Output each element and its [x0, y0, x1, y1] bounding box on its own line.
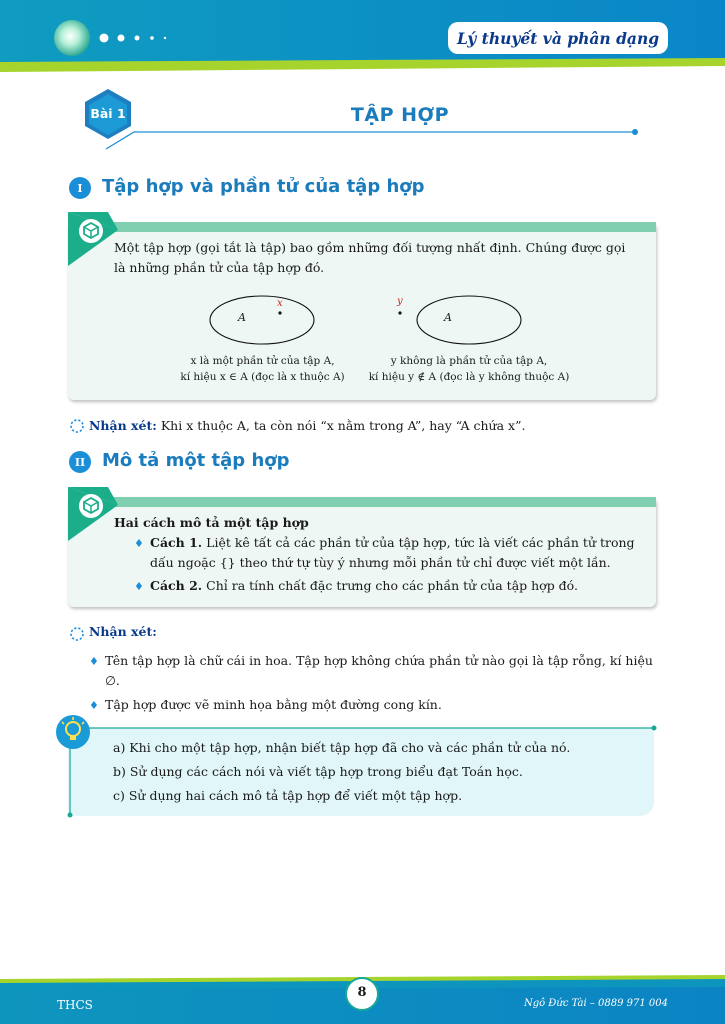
remark-1-text: Khi x thuộc A, ta còn nói “x nằm trong A”, hay “A chứa x”.: [160, 418, 526, 433]
footer-author: Ngô Đức Tài – 0889 971 004: [523, 998, 668, 1009]
footer-left-text: THCS: [57, 998, 93, 1012]
method-2-label: Cách 2.: [150, 578, 203, 593]
remark-1-label: Nhận xét:: [89, 418, 157, 433]
method-2-text: Chỉ ra tính chất đặc trưng cho các phần tử của tập hợp đó.: [206, 578, 578, 593]
section-1-title: Tập hợp và phần tử của tập hợp: [102, 176, 425, 197]
section-2-number: II: [69, 451, 91, 473]
page-number: 8: [357, 985, 367, 1000]
figure-right-caption: [358, 353, 580, 385]
remark-2-item-1: [105, 651, 657, 691]
definition-box-icon: [68, 212, 118, 268]
definition-box-stripe: [108, 222, 656, 232]
figure-right-caption-line-1: y không là phần tử của tập A,: [390, 355, 548, 367]
method-1: [150, 533, 645, 573]
goal-item-c: c) Sử dụng hai cách mô tả tập hợp để viết một tập hợp.: [113, 788, 463, 803]
remark-2-label: Nhận xét:: [89, 624, 157, 639]
figure-right-caption-line-2: kí hiệu y ∉ A (đọc là y không thuộc A): [368, 371, 570, 383]
section-2-title: Mô tả một tập hợp: [102, 450, 290, 471]
method-1-label: Cách 1.: [150, 535, 203, 550]
methods-box-stripe: [108, 497, 656, 507]
remark-2-item-1-line-2: ∅.: [105, 673, 120, 688]
figure-x-in-A: [205, 292, 320, 350]
bullet-diamond-icon: ♦: [134, 537, 144, 550]
figure-left-caption: [160, 353, 365, 385]
methods-box-icon: [68, 487, 118, 543]
method-1-line-2: dấu ngoặc {} theo thứ tự tùy ý nhưng mỗi phần tử chỉ được viết một lần.: [150, 555, 611, 570]
remark-2-item-1-line-1: Tên tập hợp là chữ cái in hoa. Tập hợp không chứa phần tử nào gọi là tập rỗng, kí hiệu: [105, 653, 653, 668]
bullet-diamond-icon: ♦: [134, 580, 144, 593]
header-title: Lý thuyết và phân dạng: [448, 22, 668, 54]
method-2: [150, 576, 645, 596]
method-1-line-1: Liệt kê tất cả các phần tử của tập hợp, tức là viết các phần tử trong: [206, 535, 635, 550]
lightbulb-icon: [55, 714, 91, 750]
lesson-badge-label: Bài 1: [90, 106, 126, 121]
bullet-diamond-icon: ♦: [89, 655, 99, 668]
definition-text: [114, 238, 644, 278]
figure-left-caption-line-1: x là một phần tử của tập A,: [190, 355, 335, 367]
methods-heading: Hai cách mô tả một tập hợp: [114, 515, 309, 530]
lesson-title-underline: [100, 125, 645, 155]
remark-icon: [69, 626, 85, 642]
bullet-diamond-icon: ♦: [89, 699, 99, 712]
section-1-number: I: [69, 177, 91, 199]
definition-line-2: là những phần tử của tập hợp đó.: [114, 260, 325, 275]
goal-item-a: a) Khi cho một tập hợp, nhận biết tập hợp đã cho và các phần tử của nó.: [113, 740, 571, 755]
definition-line-1: Một tập hợp (gọi tắt là tập) bao gồm những đối tượng nhất định. Chúng được gọi: [114, 240, 626, 255]
figure-right-set-label: A: [444, 311, 452, 324]
remark-2-item-2: Tập hợp được vẽ minh họa bằng một đường cong kín.: [105, 697, 442, 712]
figure-left-set-label: A: [238, 311, 246, 324]
lesson-title: TẬP HỢP: [350, 104, 450, 126]
goal-item-b: b) Sử dụng các cách nói và viết tập hợp trong biểu đạt Toán học.: [113, 764, 523, 779]
figure-y-not-in-A: [390, 292, 525, 350]
figure-right-point-label: y: [397, 296, 403, 307]
remark-1: [89, 416, 649, 436]
figure-left-point-label: x: [277, 298, 283, 309]
figure-left-caption-line-2: kí hiệu x ∈ A (đọc là x thuộc A): [180, 371, 345, 383]
remark-icon: [69, 418, 85, 434]
